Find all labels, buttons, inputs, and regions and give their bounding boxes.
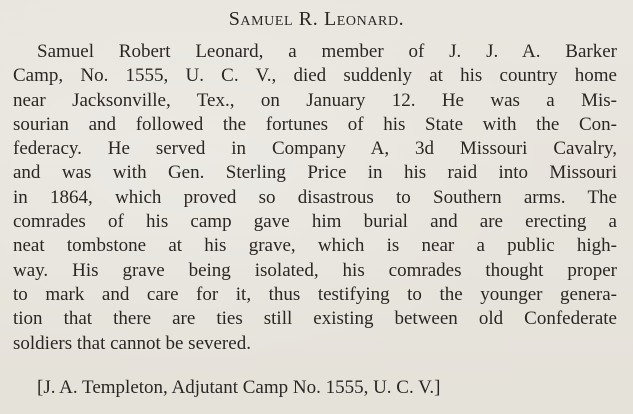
article-title: Samuel R. Leonard. xyxy=(228,8,405,30)
body-line: sourian and followed the fortunes of his State with the Con- xyxy=(13,113,617,135)
body-line: soldiers that cannot be severed. xyxy=(13,332,251,354)
body-line: and was with Gen. Sterling Price in his raid into Missouri xyxy=(13,162,617,184)
body-line: Samuel Robert Leonard, a member of J. J. A. Barker xyxy=(37,41,617,62)
article-body xyxy=(13,40,617,356)
body-line: to mark and care for it, thus testifying to the younger genera- xyxy=(13,283,617,305)
signature-line: [J. A. Templeton, Adjutant Camp No. 1555, U. C. V.] xyxy=(37,377,441,398)
body-line: Camp, No. 1555, U. C. V., died suddenly at his country home xyxy=(13,65,617,87)
body-line: tion that there are ties still existing between old Confederate xyxy=(13,308,617,330)
body-line: in 1864, which proved so disastrous to Southern arms. The xyxy=(13,186,617,208)
body-line: way. His grave being isolated, his comrades thought proper xyxy=(13,259,617,281)
body-line: neat tombstone at his grave, which is near a public high- xyxy=(13,235,617,257)
body-line: near Jacksonville, Tex., on January 12. He was a Mis- xyxy=(13,89,617,111)
body-line: federacy. He served in Company A, 3d Missouri Cavalry, xyxy=(13,138,617,160)
body-line: comrades of his camp gave him burial and are erecting a xyxy=(13,211,617,233)
